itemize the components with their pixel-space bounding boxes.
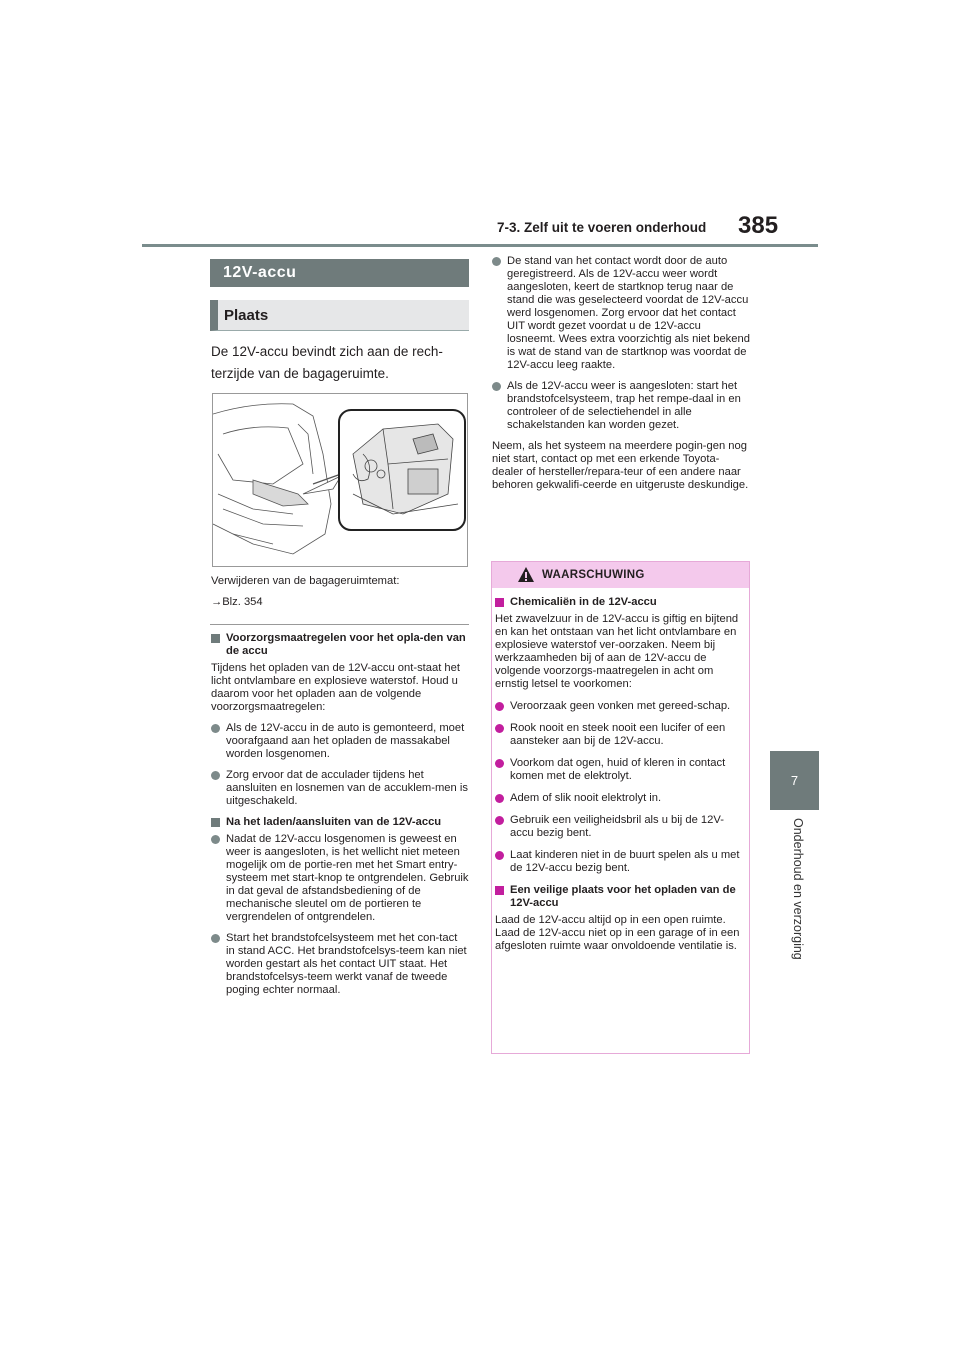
chapter-label (785, 818, 805, 978)
separator (210, 624, 469, 625)
warning-box (491, 561, 750, 1054)
paragraph: Neem, als het systeem na meerdere pogin-gen nog niet start, contact op met een erkende Toyota-dealer of hersteller/repara-teur of een andere naar behoren gekwalifi-ceerde en uitgeruste deskundige. (492, 440, 749, 491)
paragraph: Tijdens het opladen van de 12V-accu ont-staat het licht ontvlambare en explosieve waterstof. Houd u daarom voor het opladen aan de volgende voorzorgsmaatregelen: (211, 662, 460, 713)
list-item: Als de 12V-accu weer is aangesloten: start het brandstofcelsysteem, trap het rempe-daal in en controleer of de selectiehendel in alle schakelstanden kan worden gezet. (492, 380, 750, 432)
chapter-label-text: Onderhoud en verzorging (791, 818, 805, 960)
right-column (492, 255, 750, 500)
chapter-tab: 7 (770, 751, 819, 810)
warning-header (492, 562, 749, 588)
warning-triangle-icon (517, 566, 535, 583)
heading-safe-place: Een veilige plaats voor het opladen van de 12V-accu (495, 884, 747, 910)
list-item: Veroorzaak geen vonken met gereed-schap. (495, 700, 747, 713)
list-item: Laat kinderen niet in de buurt spelen als u met de 12V-accu bezig bent. (495, 849, 747, 875)
subsection-title: Plaats (210, 300, 469, 331)
intro-text: De 12V-accu bevindt zich aan de rech-terzijde van de bagageruimte. (211, 344, 443, 381)
caption-line-2: →Blz. 354 (211, 596, 263, 608)
caption-line-1: Verwijderen van de bagageruimtemat: (211, 575, 400, 587)
caption (211, 572, 473, 611)
list-item: Gebruik een veiligheidsbril als u bij de 12V-accu bezig bent. (495, 814, 747, 840)
heading-precautions: Voorzorgsmaatregelen voor het opla-den van de accu (211, 632, 469, 658)
left-column (211, 632, 469, 1005)
header-rule (142, 244, 818, 247)
list-item: Als de 12V-accu in de auto is gemonteerd, moet voorafgaand aan het opladen de massakabel worden losgenomen. (211, 722, 469, 761)
list-item: Zorg ervoor dat de acculader tijdens het aansluiten en losnemen van de accuklem-men is uitgeschakeld. (211, 769, 469, 808)
trunk-illustration-icon (213, 394, 467, 566)
heading-chemicals: Chemicaliën in de 12V-accu (495, 596, 747, 609)
paragraph: Laad de 12V-accu altijd op in een open ruimte. Laad de 12V-accu niet op in een garage of in een afgesloten ruimte waar onvoldoende ventilatie is. (495, 914, 740, 952)
list-item: Voorkom dat ogen, huid of kleren in contact komen met de elektrolyt. (495, 757, 747, 783)
list-item: Start het brandstofcelsysteem met het con-tact in stand ACC. Het brandstofcelsys-teem kan niet worden gestart als het contact UIT staat. Het brandstofcelsys-teem werkt vanaf de tweede poging echter normaal. (211, 932, 469, 997)
list-item: De stand van het contact wordt door de auto geregistreerd. Als de 12V-accu weer wordt aangesloten, keert de startknop terug naar de stand die was geselecteerd voordat de 12V-accu werd losgenomen. Zorg ervoor dat het contact UIT wordt gezet voordat u de 12V-accu losneemt. Wees extra voorzichtig als niet bekend is wat de stand van de startknop was voordat de 12V-accu leeg raakte. (492, 255, 750, 372)
battery-location-illustration (212, 393, 468, 567)
list-item: Rook nooit en steek nooit een lucifer of een aansteker aan bij de 12V-accu. (495, 722, 747, 748)
page-number: 385 (738, 212, 779, 239)
warning-title: WAARSCHUWING (542, 569, 645, 581)
paragraph: Het zwavelzuur in de 12V-accu is giftig en bijtend en kan het ontstaan van het licht ontvlambare en explosieve waterstof ver-oorzaken. Neem bij werkzaamheden bij of aan de 12V-accu de volgende voorzorgs-maatregelen in acht om ernstig letsel te voorkomen: (495, 613, 739, 690)
section-title: 12V-accu (210, 259, 469, 287)
list-item: Nadat de 12V-accu losgenomen is geweest en weer is aangesloten, is het wellicht niet meteen mogelijk om de portie-ren met het Smart entry-systeem met start-knop te ontgrendelen. Gebruik in dat geval de afstandsbediening of de mechanische sleutel om de portieren te vergrendelen of ontgrendelen. (211, 833, 469, 924)
warning-body (495, 596, 747, 962)
heading-after-charging: Na het laden/aansluiten van de 12V-accu (211, 816, 469, 829)
list-item: Adem of slik nooit elektrolyt in. (495, 792, 747, 805)
running-header: 7-3. Zelf uit te voeren onderhoud (497, 220, 707, 235)
